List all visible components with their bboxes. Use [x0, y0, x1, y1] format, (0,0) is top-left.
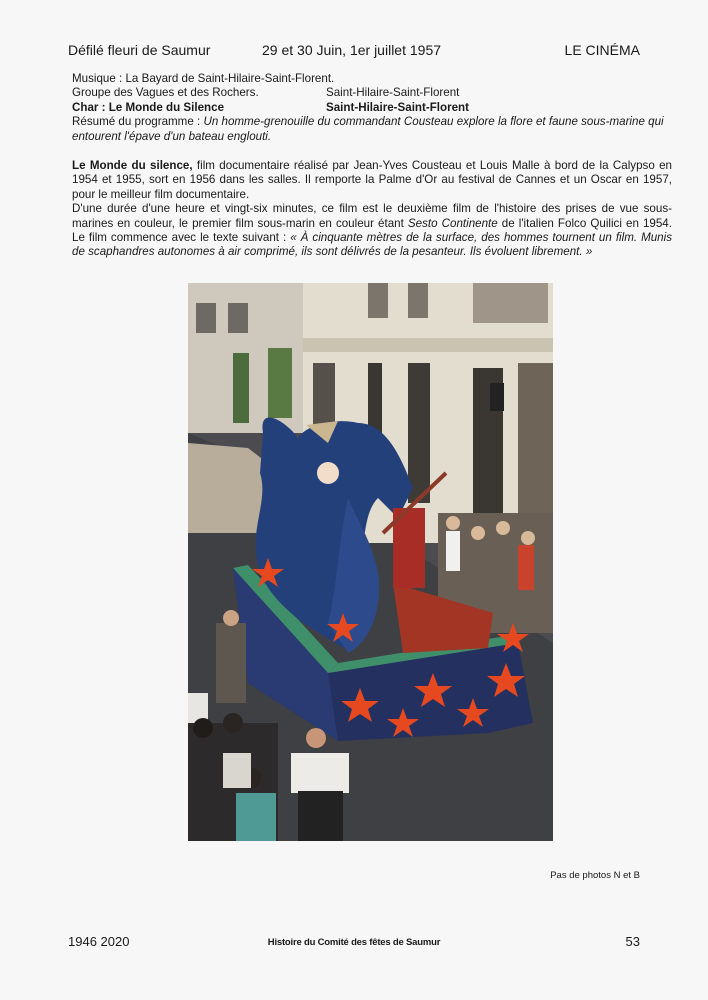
article-quote: « À cinquante mètres de la surface, des hommes tournent un film. Munis de scaphandres autonomes à air comprimé, ils sont délivrés de la pesanteur. Ils évoluent librement. »	[72, 231, 673, 259]
article-p2-start: D'une durée d'une heure et vingt-six minutes, ce film est le deuxième film de l'histoire des prises de vue sous-marines en couleur, le premier film sous-marin en couleur étant	[72, 202, 672, 230]
article-paragraph-1	[72, 159, 672, 202]
header-left-title: Défilé fleuri de Saumur	[68, 42, 211, 58]
footer-years: 1946 2020	[68, 934, 130, 949]
photo-caption: Pas de photos N et B	[550, 870, 640, 881]
group-row	[72, 86, 672, 100]
parade-float-photo	[188, 283, 553, 841]
group-town: Saint-Hilaire-Saint-Florent	[326, 86, 460, 100]
header-section: LE CINÉMA	[564, 42, 640, 58]
header-date: 29 et 30 Juin, 1er juillet 1957	[262, 42, 442, 58]
char-label: Char : Le Monde du Silence	[72, 100, 225, 114]
article-title: Le Monde du silence,	[72, 159, 193, 172]
summary	[72, 115, 672, 144]
group-label: Groupe des Vagues et des Rochers.	[72, 86, 259, 100]
summary-text: Un homme-grenouille du commandant Cousteau explore la flore et faune sous-marine qui entourent l'épave d'un bateau englouti.	[72, 115, 664, 143]
article-p1-text: film documentaire réalisé par Jean-Yves Cousteau et Louis Malle à bord de la Calypso en 1954 et 1955, sort en 1956 dans les salles. Il remporte la Palme d'Or au festival de Cannes et un Oscar en 1957, pour le meilleur film documentaire.	[72, 159, 673, 201]
summary-label: Résumé du programme :	[72, 115, 204, 129]
article-film-title: Sesto Continente	[407, 216, 498, 230]
music-line: Musique : La Bayard de Saint-Hilaire-Saint-Florent.	[72, 72, 335, 85]
article-paragraph-2	[72, 202, 672, 260]
char-row	[72, 101, 672, 115]
article-p2-mid: de l'italien Folco Quilici en 1954. Le film commence avec le texte suivant :	[72, 216, 672, 245]
parade-float-illustration	[188, 283, 553, 841]
char-town: Saint-Hilaire-Saint-Florent	[326, 100, 470, 114]
intro-block	[72, 72, 672, 144]
article-block	[72, 159, 672, 260]
page-number: 53	[625, 934, 640, 949]
footer-book-title: Histoire du Comité des fêtes de Saumur	[267, 937, 441, 948]
